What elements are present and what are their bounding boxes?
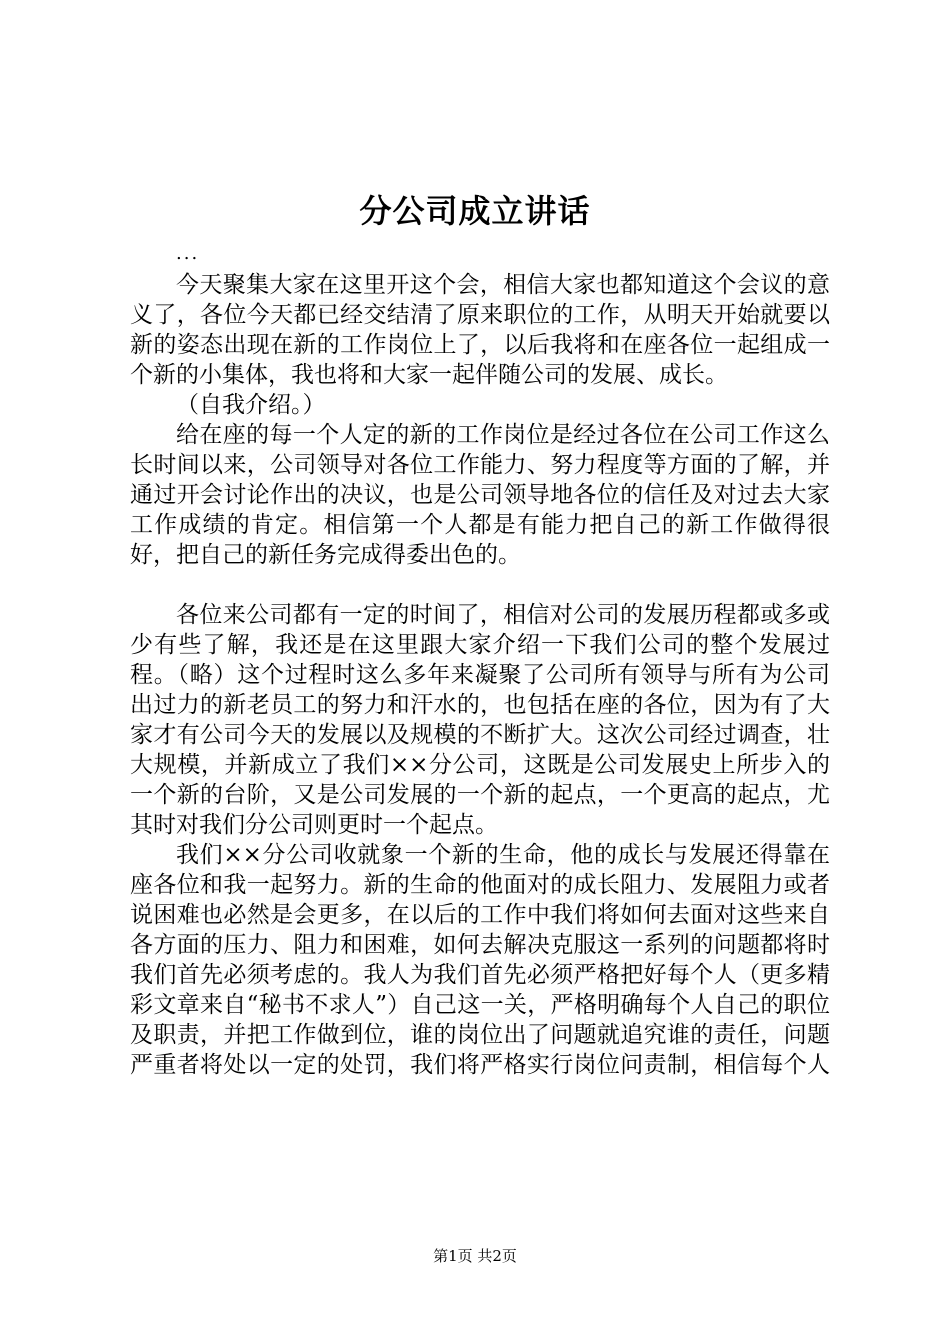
- paragraph-5: 我们××分公司收就象一个新的生命，他的成长与发展还得靠在座各位和我一起努力。新的生命的他面对的成长阻力、发展阻力或者说困难也必然是会更多，在以后的工作中我们将如何去面对这些来自各方面的压力、阻力和困难，如何去解决克服这一系列的问题都将时我们首先必须考虑的。我人为我们首先必须严格把好每个人（更多精彩文章来自“秘书不求人”）自己这一关，严格明确每个人自己的职位及职责，并把工作做到位，谁的岗位出了问题就追究谁的责任，问题严重者将处以一定的处罚，我们将严格实行岗位问责制，相信每个人: [130, 842, 830, 1078]
- ellipsis-mark: ...: [176, 243, 200, 264]
- paragraph-2: （自我介绍。）: [176, 392, 326, 418]
- page-number-footer: 第1页 共2页: [433, 1247, 517, 1265]
- paragraph-spacer: [130, 570, 830, 600]
- document-body: [130, 270, 830, 1080]
- paragraph-1: 今天聚集大家在这里开这个会，相信大家也都知道这个会议的意义了，各位今天都已经交结清了原来职位的工作，从明天开始就要以新的姿态出现在新的工作岗位上了，以后我将和在座各位一起组成一个新的小集体，我也将和大家一起伴随公司的发展、成长。: [130, 272, 830, 388]
- paragraph-4: 各位来公司都有一定的时间了，相信对公司的发展历程都或多或少有些了解，我还是在这里跟大家介绍一下我们公司的整个发展过程。（略）这个过程时这么多年来凝聚了公司所有领导与所有为公司出过力的新老员工的努力和汗水的，也包括在座的各位，因为有了大家才有公司今天的发展以及规模的不断扩大。这次公司经过调查，壮大规模，并新成立了我们××分公司，这既是公司发展史上所步入的一个新的台阶，又是公司发展的一个新的起点，一个更高的起点，尤其时对我们分公司则更时一个起点。: [130, 602, 830, 838]
- document-title: 分公司成立讲话: [359, 192, 591, 230]
- paragraph-3: 给在座的每一个人定的新的工作岗位是经过各位在公司工作这么长时间以来，公司领导对各位工作能力、努力程度等方面的了解，并通过开会讨论作出的决议，也是公司领导地各位的信任及对过去大家工作成绩的肯定。相信第一个人都是有能力把自己的新工作做得很好，把自己的新任务完成得委出色的。: [130, 422, 830, 568]
